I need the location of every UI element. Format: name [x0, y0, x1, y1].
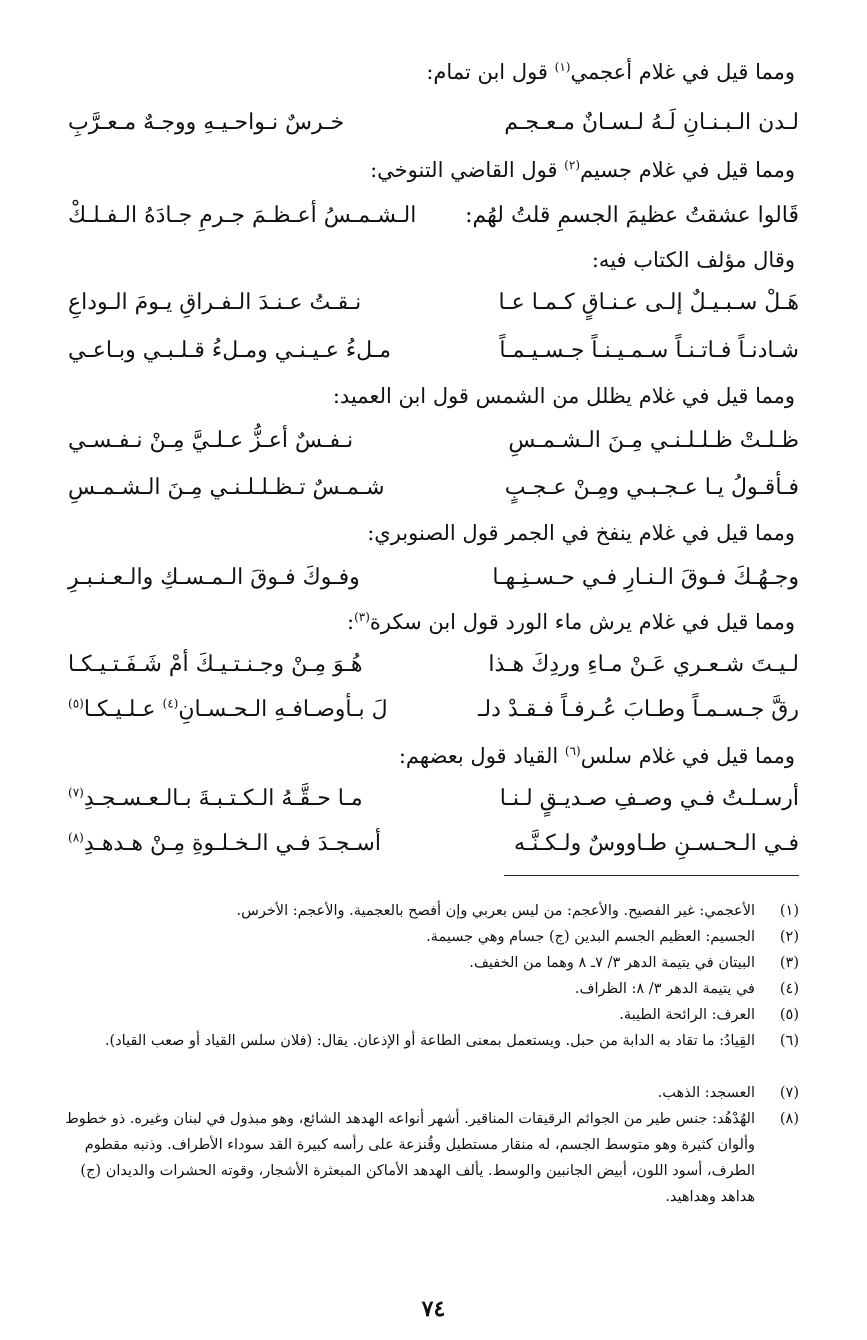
- footnote-number: (٥): [779, 1007, 799, 1023]
- footnote-number: (٢): [779, 929, 799, 945]
- intro-line-6: ومما قيل في غلام يرش ماء الورد قول ابن سكرة$^{(٣)}$:: [346, 610, 795, 634]
- verse-line-7: [68, 565, 799, 599]
- intro-line-3: وقال مؤلف الكتاب فيه:: [591, 248, 795, 272]
- hemistich-right: هَـلْ سـبـيـلٌ إلـى عـنـاقٍ كـمـا عـا: [498, 290, 799, 315]
- verse-line-8: [68, 652, 799, 686]
- hemistich-left: نـقـتُ عـنـدَ الـفـراقِ يـومَ الـوداعِ: [68, 290, 362, 315]
- footnote-1: [59, 898, 799, 924]
- intro-line-7: ومما قيل في غلام سلس$^{(٦)}$ القياد قول بعضهم:: [398, 744, 795, 768]
- footnote-ref: (٤): [162, 696, 179, 711]
- hemistich-left: مـلءُ عـيـنـي ومـلءُ قـلـبـي وبـاعـي: [68, 338, 392, 363]
- footnote-text: العرف: الرائحة الطيبة.: [619, 1007, 755, 1023]
- verse-line-11: [68, 831, 799, 865]
- hemistich-right: لـيـتَ شـعـري عَـنْ مـاءِ وردِكَ هـذا: [488, 652, 799, 677]
- page-number: ٧٤: [421, 1296, 446, 1322]
- hemistich-left: أسـجـدَ فـي الـخـلـوةِ مِـنْ هـدهـدِ$^{(٨)}$: [68, 830, 381, 856]
- footnote-text: الجسيم: العظيم الجسم البدين (ج) جسام وهي جسيمة.: [426, 929, 755, 945]
- hemistich-left: شـمـسٌ تـظـلـلـنـي مِـنَ الـشـمـسِ: [68, 475, 385, 500]
- footnote-number: (٨): [779, 1111, 799, 1127]
- intro-line-5: ومما قيل في غلام ينفخ في الجمر قول الصنوبري:: [367, 521, 795, 545]
- footnote-ref: (٧): [68, 785, 84, 800]
- footnote-number: (١): [779, 903, 799, 919]
- verse-line-9: [68, 697, 799, 731]
- hemistich-left: لَ بـأوصـافـهِ الـحـسـانِ$^{(٤)}$ عـلـيـكـا$^{(٥)}$: [68, 696, 388, 722]
- footnote-text: البيتان في يتيمة الدهر ٣/ ٧ـ ٨ وهما من الخفيف.: [469, 955, 755, 971]
- verse-line-2: [68, 203, 799, 237]
- footnote-number: (٦): [779, 1033, 799, 1049]
- footnote-ref: (٢): [564, 158, 580, 172]
- footnote-text: الأعجمي: غير الفصيح. والأعجم: من ليس بعربي وإن أفصح بالعجمية. والأعجم: الأخرس.: [236, 903, 755, 919]
- hemistich-left: مـا حـقَّـهُ الـكـتـبـةَ بـالـعـسـجـدِ$^{(٧)}$: [68, 785, 363, 811]
- hemistich-left: وفـوكَ فـوقَ الـمـسـكِ والـعـنـبـرِ: [68, 565, 360, 590]
- hemistich-right: وجـهُـكَ فـوقَ الـنـارِ فـي حـسـنِـهـا: [492, 565, 799, 590]
- footnote-5: [59, 1002, 799, 1028]
- footnote-text: القِيادُ: ما تقاد به الدابة من حبل. ويستعمل بمعنى الطاعة أو الإذعان. يقال: (فلان سلس القياد أو صعب القياد).: [104, 1033, 755, 1049]
- footnote-4: [59, 976, 799, 1002]
- footnote-ref: (٥): [68, 696, 84, 711]
- intro-line-2: ومما قيل في غلام جسيم$^{(٢)}$ قول القاضي التنوخي:: [370, 158, 795, 182]
- verse-line-6: [68, 475, 799, 509]
- footnote-divider: [504, 875, 799, 876]
- footnote-text: العسجد: الذهب.: [657, 1085, 755, 1101]
- footnote-number: (٣): [779, 955, 799, 971]
- footnote-ref: (١): [554, 60, 571, 74]
- hemistich-right: ظـلـتْ ظـلـلـنـي مِـنَ الـشـمـسِ: [508, 428, 799, 453]
- verse-line-1: [68, 110, 799, 144]
- hemistich-left: الـشـمـسُ أعـظـمَ جـرمِ جـادَهُ الـفـلـكْ: [68, 203, 417, 228]
- footnote-number: (٧): [779, 1085, 799, 1101]
- footnote-6: [59, 1028, 799, 1054]
- footnote-3: [59, 950, 799, 976]
- hemistich-right: لـدن الـبـنـانِ لَـهُ لـسـانٌ مـعـجـم: [504, 110, 799, 135]
- verse-line-5: [68, 428, 799, 462]
- footnote-7: [59, 1080, 799, 1106]
- hemistich-right: شـادنـاً فـاتـنـاً سـمـيـنـاً جـسـيـمـاً: [499, 338, 799, 363]
- footnote-ref: (٣): [354, 610, 370, 624]
- hemistich-right: فـأقـولُ يـا عـجـبـي ومِـنْ عـجـبٍ: [504, 475, 799, 500]
- footnote-text: في يتيمة الدهر ٣/ ٨: الظراف.: [574, 981, 755, 997]
- footnote-ref: (٦): [564, 744, 581, 758]
- hemistich-right: فـي الـحـسـنِ طـاووسٌ ولـكـنَّـه: [513, 831, 799, 856]
- hemistich-right: قَالوا عشقتُ عظيمَ الجسمِ قلتُ لهُم:: [465, 203, 799, 228]
- hemistich-right: رقَّ جـسـمـاً وطـابَ عُـرفـاً فـقـدْ دلـ: [477, 697, 799, 722]
- verse-line-10: [68, 786, 799, 820]
- hemistich-left: خـرسٌ نـواحـيـهِ ووجـهٌ مـعـرَّبِ: [68, 110, 345, 135]
- footnote-ref: (٨): [68, 830, 84, 845]
- footnote-2: [59, 924, 799, 950]
- hemistich-left: نـفـسٌ أعـزُّ عـلـيَّ مِـنْ نـفـسـي: [68, 428, 354, 453]
- footnote-number: (٤): [779, 981, 799, 997]
- footnote-8: [59, 1106, 799, 1210]
- verse-line-4: [68, 338, 799, 372]
- verse-line-3: [68, 290, 799, 324]
- hemistich-right: أرسـلـتُ فـي وصـفِ صـديـقٍ لـنـا: [499, 786, 799, 811]
- intro-line-4: ومما قيل في غلام يظلل من الشمس قول ابن العميد:: [332, 384, 795, 408]
- footnote-text: الهُدْهُد: جنس طير من الجوائم الرقيقات المناقير. أشهر أنواعه الهدهد الشائع، وهو مبذول في لبنان وغيره. ذو خطوط وألوان كثيرة وهو متوسط الجسم، له منقار مستطيل وقُنزعة على رأسه كبيرة القد سوداء الأطراف. وذنبه مقطوم الطرف، أسود اللون، أبيض الجانبين والوسط. يألف الهدهد الأماكن المبعثرة الأشجار، وقوته الحشرات والديدان (ج) هداهد وهداهيد.: [65, 1111, 755, 1205]
- hemistich-left: هُـوَ مِـنْ وجـنـتـيـكَ أمْ شَـفَـتـيـكـا: [68, 652, 363, 677]
- intro-line-1: ومما قيل في غلام أعجمي$^{(١)}$ قول ابن تمام:: [426, 60, 795, 84]
